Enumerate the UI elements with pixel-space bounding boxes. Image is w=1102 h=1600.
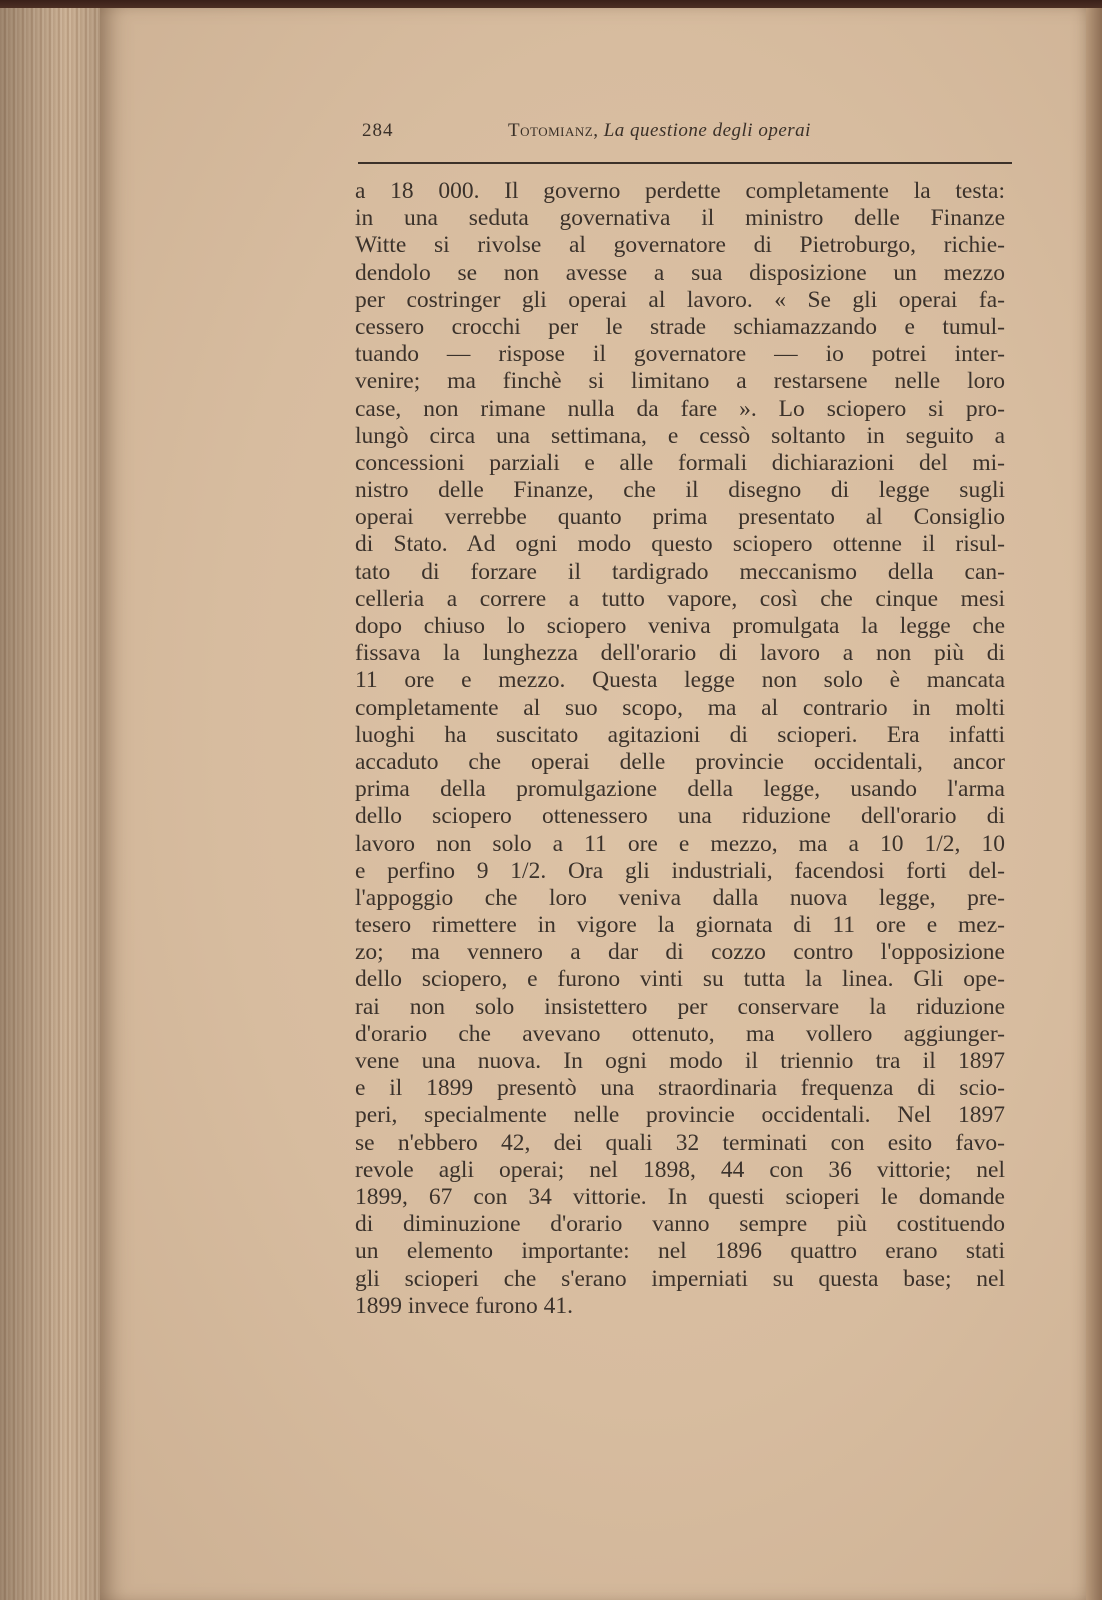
running-title-work: La questione degli operai — [603, 120, 811, 141]
text-line: per costringer gli operai al lavoro. « Se gli operai fa- — [355, 286, 1005, 313]
text-line: d'orario che avevano ottenuto, ma vollero aggiunger- — [355, 1020, 1005, 1047]
text-line: tuando — rispose il governatore — io potrei inter- — [355, 341, 1005, 368]
text-line: e perfino 9 1/2. Ora gli industriali, facendosi forti del- — [355, 857, 1005, 884]
text-line: di Stato. Ad ogni modo questo sciopero ottenne il risul- — [355, 531, 1005, 558]
text-line: lavoro non solo a 11 ore e mezzo, ma a 10 1/2, 10 — [355, 830, 1005, 857]
text-line: 11 ore e mezzo. Questa legge non solo è mancata — [355, 667, 1005, 694]
text-line: cessero crocchi per le strade schiamazzando e tumul- — [355, 313, 1005, 340]
text-line: revole agli operai; nel 1898, 44 con 36 vittorie; nel — [355, 1156, 1005, 1183]
text-line: e il 1899 presentò una straordinaria frequenza di scio- — [355, 1075, 1005, 1102]
page-number: 284 — [362, 120, 394, 141]
book-page-edges — [0, 8, 112, 1600]
text-line: peri, specialmente nelle provincie occidentali. Nel 1897 — [355, 1102, 1005, 1129]
text-line: celleria a correre a tutto vapore, così che cinque mesi — [355, 585, 1005, 612]
text-line: in una seduta governativa il ministro delle Finanze — [355, 205, 1005, 232]
text-line: gli scioperi che s'erano imperniati su questa base; nel — [355, 1265, 1005, 1292]
book-right-edge — [1086, 8, 1102, 1600]
text-line: dopo chiuso lo sciopero veniva promulgata la legge che — [355, 613, 1005, 639]
text-line: zo; ma vennero a dar di cozzo contro l'opposizione — [355, 939, 1005, 966]
text-line: dello sciopero, e furono vinti su tutta la linea. Gli ope- — [355, 966, 1005, 993]
text-line: rai non solo insistettero per conservare la riduzione — [355, 993, 1005, 1020]
text-line: se n'ebbero 42, dei quali 32 terminati con esito favo- — [355, 1129, 1005, 1156]
header-rule — [358, 162, 1012, 164]
text-line: un elemento importante: nel 1896 quattro erano stati — [355, 1238, 1005, 1265]
text-line: tato di forzare il tardigrado meccanismo della can- — [355, 558, 1005, 585]
text-line: nistro delle Finanze, che il disegno di legge sugli — [355, 477, 1005, 504]
text-line: l'appoggio che loro veniva dalla nuova legge, pre- — [355, 884, 1005, 911]
text-line: fissava la lunghezza dell'orario di lavoro a non più di — [355, 640, 1005, 667]
text-line: Witte si rivolse al governatore di Pietroburgo, richie- — [355, 232, 1005, 259]
text-line: case, non rimane nulla da fare ». Lo sciopero si pro- — [355, 395, 1005, 422]
text-line: operai verrebbe quanto prima presentato al Consiglio — [355, 504, 1005, 531]
body-text — [355, 178, 1005, 1320]
text-line: concessioni parziali e alle formali dichiarazioni del mi- — [355, 449, 1005, 476]
running-title — [508, 120, 811, 142]
text-line: tesero rimettere in vigore la giornata di 11 ore e mez- — [355, 912, 1005, 939]
running-header — [362, 120, 1012, 150]
text-line: di diminuzione d'orario vanno sempre più costituendo — [355, 1211, 1005, 1238]
text-line: completamente al suo scopo, ma al contrario in molti — [355, 694, 1005, 721]
text-line: accaduto che operai delle provincie occidentali, ancor — [355, 748, 1005, 775]
text-line: vene una nuova. In ogni modo il triennio tra il 1897 — [355, 1048, 1005, 1074]
running-title-author: Totomianz, — [508, 120, 599, 141]
text-line: dello sciopero ottenessero una riduzione dell'orario di — [355, 803, 1005, 830]
text-line: luoghi ha suscitato agitazioni di scioperi. Era infatti — [355, 721, 1005, 748]
text-line: venire; ma finchè si limitano a restarsene nelle loro — [355, 368, 1005, 395]
text-line: a 18 000. Il governo perdette completamente la testa: — [355, 178, 1005, 204]
text-line: prima della promulgazione della legge, usando l'arma — [355, 776, 1005, 803]
text-line: 1899, 67 con 34 vittorie. In questi scioperi le domande — [355, 1183, 1005, 1210]
text-line: lungò circa una settimana, e cessò soltanto in seguito a — [355, 422, 1005, 449]
text-line: dendolo se non avesse a sua disposizione un mezzo — [355, 259, 1005, 286]
text-line: 1899 invece furono 41. — [355, 1292, 573, 1319]
